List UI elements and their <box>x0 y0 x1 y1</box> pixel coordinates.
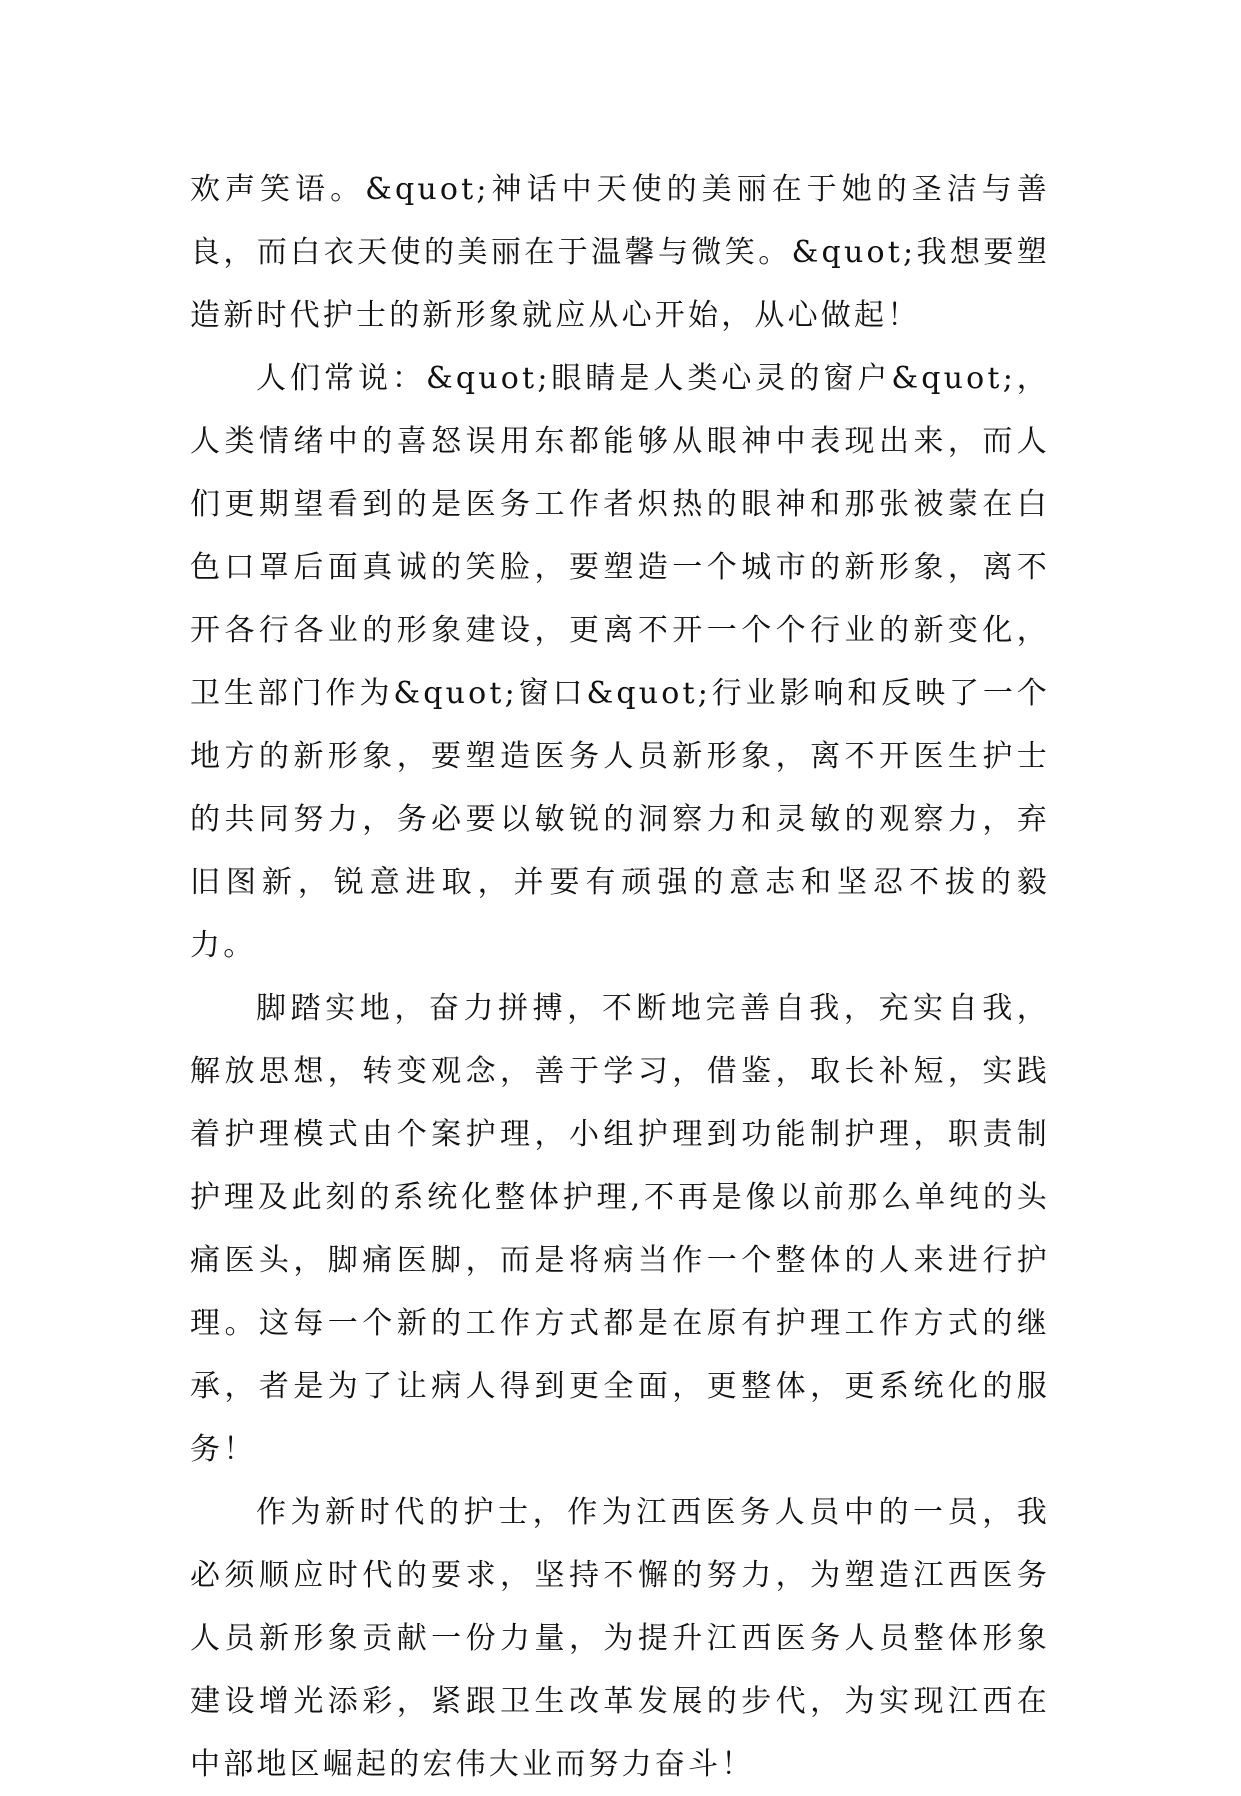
paragraph-4: 作为新时代的护士，作为江西医务人员中的一员，我必须顺应时代的要求，坚持不懈的努力，为塑造江西医务人员新形象贡献一份力量，为提升江西医务人员整体形象建设增光添彩，紧跟卫生改革发展的步代，为实现江西在中部地区崛起的宏伟大业而努力奋斗！ <box>190 1495 1050 1782</box>
paragraph-1: 欢声笑语。&quot;神话中天使的美丽在于她的圣洁与善良，而白衣天使的美丽在于温馨与微笑。&quot;我想要塑造新时代护士的新形象就应从心开始，从心做起！ <box>190 172 1050 333</box>
document-body <box>190 158 1050 1796</box>
paragraph-3: 脚踏实地，奋力拼搏，不断地完善自我，充实自我，解放思想，转变观念，善于学习，借鉴，取长补短，实践着护理模式由个案护理，小组护理到功能制护理，职责制护理及此刻的系统化整体护理,不再是像以前那么单纯的头痛医头，脚痛医脚，而是将病当作一个整体的人来进行护理。这每一个新的工作方式都是在原有护理工作方式的继承，者是为了让病人得到更全面，更整体，更系统化的服务！ <box>190 991 1050 1467</box>
paragraph-2: 人们常说：&quot;眼睛是人类心灵的窗户&quot;，人类情绪中的喜怒误用东都能够从眼神中表现出来，而人们更期望看到的是医务工作者炽热的眼神和那张被蒙在白色口罩后面真诚的笑脸，要塑造一个城市的新形象，离不开各行各业的形象建设，更离不开一个个行业的新变化，卫生部门作为&quot;窗口&quot;行业影响和反映了一个地方的新形象，要塑造医务人员新形象，离不开医生护士的共同努力，务必要以敏锐的洞察力和灵敏的观察力，弃旧图新，锐意进取，并要有顽强的意志和坚忍不拔的毅力。 <box>190 361 1050 963</box>
